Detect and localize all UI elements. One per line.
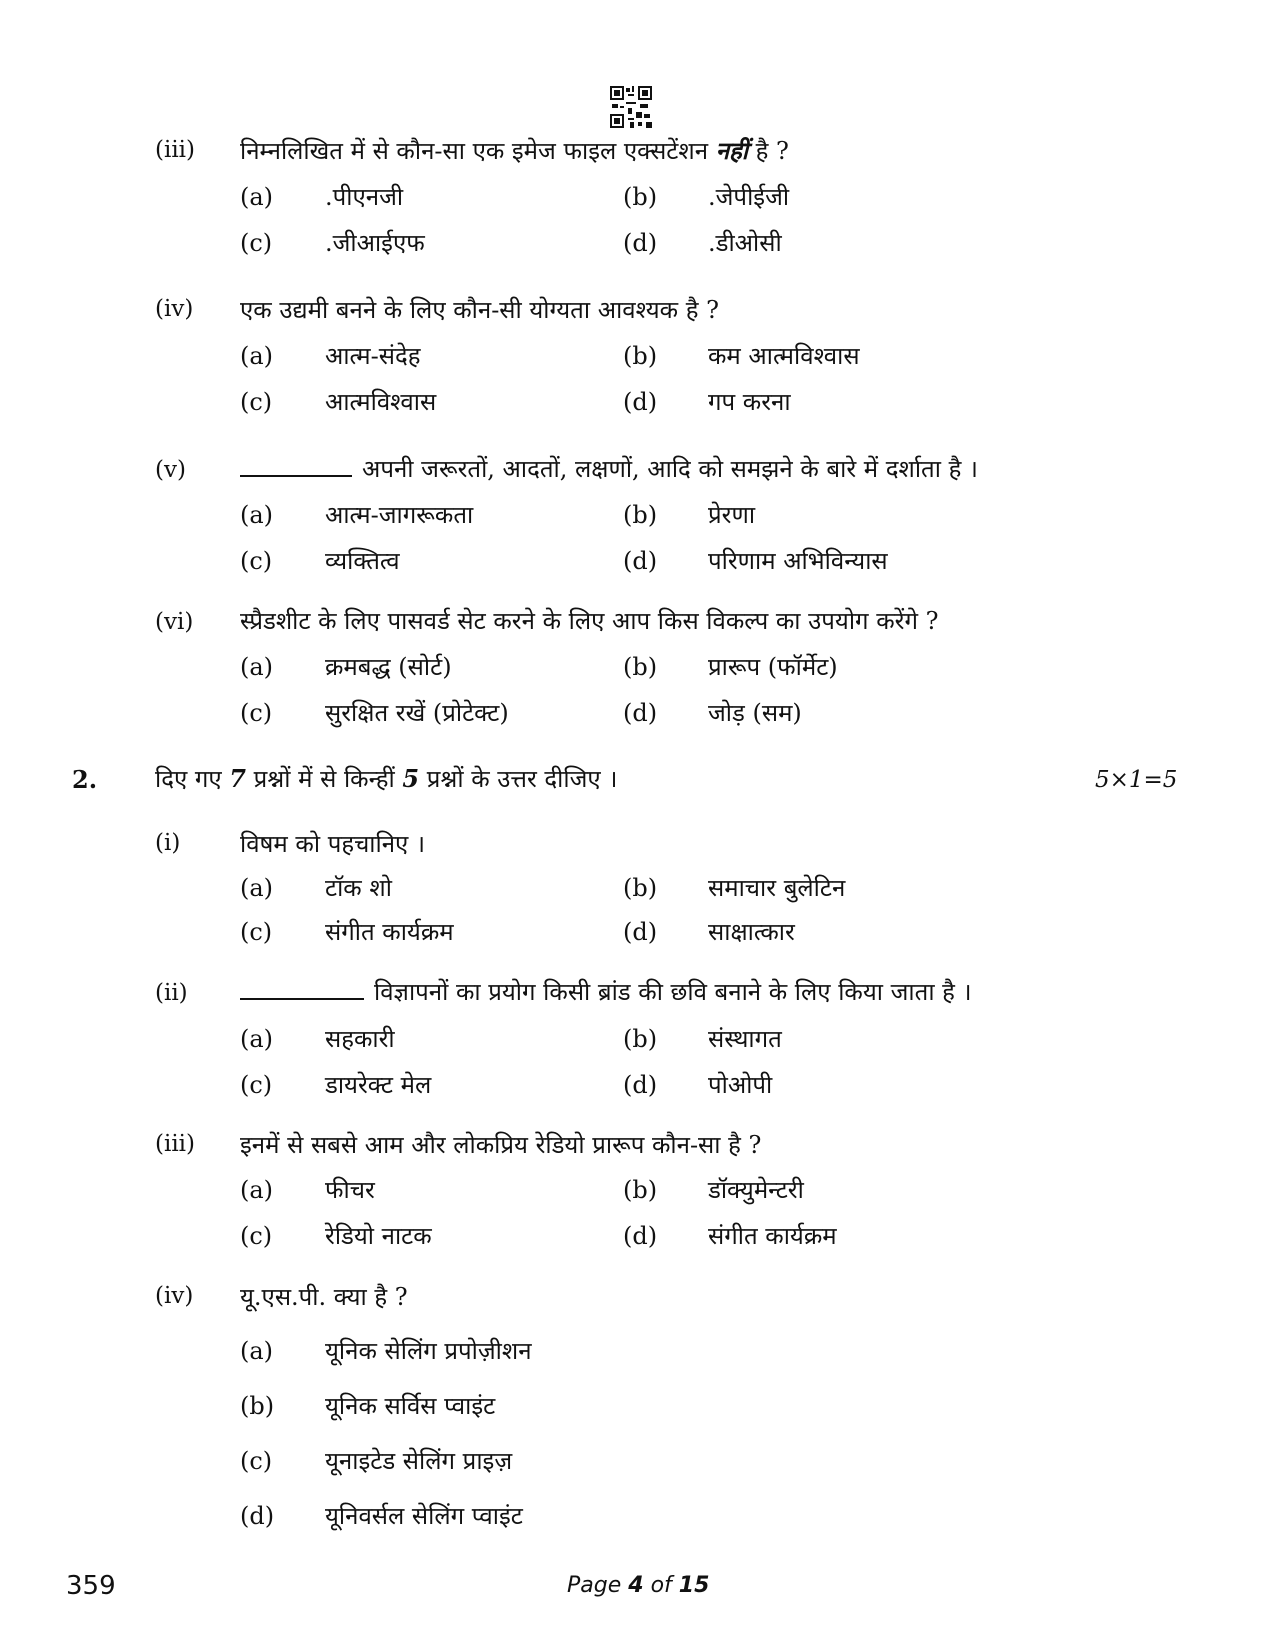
- option-label: (a): [240, 1025, 274, 1053]
- paper-code: 359: [66, 1571, 116, 1601]
- option-label: (c): [240, 229, 273, 257]
- question-number: (iv): [155, 296, 194, 322]
- option-text: .जेपीईजी: [708, 183, 790, 211]
- question-text: [240, 452, 978, 485]
- emphasis-text: नहीं: [715, 136, 748, 165]
- option-text: प्रेरणा: [708, 501, 756, 529]
- option-label: (b): [623, 653, 658, 681]
- instruction-text: दिए गए: [155, 765, 222, 793]
- option-label: (b): [623, 1025, 658, 1053]
- question-number: (i): [155, 830, 181, 856]
- question-number: 2.: [72, 765, 98, 794]
- question-number: (ii): [155, 980, 188, 1006]
- option-label: (a): [240, 653, 274, 681]
- page-word: Page: [567, 1573, 622, 1598]
- option-text: संगीत कार्यक्रम: [325, 918, 454, 946]
- option-text: टॉक शो: [325, 874, 392, 902]
- option-label: (b): [623, 183, 658, 211]
- option-text: परिणाम अभिविन्यास: [708, 547, 888, 575]
- instruction-text: प्रश्नों में से किन्हीं: [253, 765, 395, 793]
- question-count: 7: [229, 764, 246, 793]
- fill-in-blank: [240, 980, 364, 1000]
- option-label: (d): [623, 1071, 658, 1099]
- option-label: (a): [240, 501, 274, 529]
- question-number: (iii): [155, 1131, 196, 1157]
- question-text: [240, 134, 789, 167]
- option-label: (a): [240, 1176, 274, 1204]
- option-label: (d): [623, 388, 658, 416]
- option-label: (b): [240, 1392, 275, 1420]
- option-text: गप करना: [708, 388, 791, 416]
- question-text-part: विज्ञापनों का प्रयोग किसी ब्रांड की छवि बनाने के लिए किया जाता है ।: [374, 978, 972, 1006]
- fill-in-blank: [240, 457, 352, 477]
- option-text: .डीओसी: [708, 229, 782, 257]
- question-text-part: अपनी जरूरतों, आदतों, लक्षणों, आदि को समझने के बारे में दर्शाता है ।: [362, 455, 979, 483]
- option-label: (a): [240, 1337, 274, 1365]
- option-text: सुरक्षित रखें (प्रोटेक्ट): [325, 699, 509, 727]
- option-label: (a): [240, 874, 274, 902]
- option-text: यूनिक सेलिंग प्रपोज़ीशन: [325, 1337, 532, 1365]
- option-text: आत्म-जागरूकता: [325, 501, 474, 529]
- option-text: रेडियो नाटक: [325, 1222, 432, 1250]
- instruction-text: प्रश्नों के उत्तर दीजिए ।: [426, 765, 618, 793]
- question-text: स्प्रैडशीट के लिए पासवर्ड सेट करने के लिए आप किस विकल्प का उपयोग करेंगे ?: [240, 607, 939, 635]
- option-text: यूनिक सर्विस प्वाइंट: [325, 1392, 496, 1420]
- option-label: (b): [623, 1176, 658, 1204]
- option-label: (c): [240, 388, 273, 416]
- option-label: (d): [623, 547, 658, 575]
- page-indicator: [567, 1573, 709, 1598]
- question-instruction: [155, 762, 617, 795]
- option-label: (c): [240, 547, 273, 575]
- option-text: डॉक्युमेन्टरी: [708, 1176, 804, 1204]
- option-text: संगीत कार्यक्रम: [708, 1222, 837, 1250]
- option-label: (a): [240, 183, 274, 211]
- option-label: (c): [240, 1222, 273, 1250]
- option-label: (c): [240, 1071, 273, 1099]
- option-label: (d): [623, 699, 658, 727]
- question-number: (vi): [155, 609, 194, 635]
- page-number: 4: [628, 1573, 644, 1598]
- question-text: यू.एस.पी. क्या है ?: [240, 1283, 408, 1311]
- option-label: (d): [623, 229, 658, 257]
- option-text: संस्थागत: [708, 1025, 782, 1053]
- option-label: (c): [240, 699, 273, 727]
- question-text: विषम को पहचानिए ।: [240, 830, 426, 858]
- option-label: (d): [240, 1502, 275, 1530]
- question-number: (iii): [155, 137, 196, 163]
- option-label: (c): [240, 1447, 273, 1475]
- option-label: (b): [623, 874, 658, 902]
- of-word: of: [650, 1573, 672, 1598]
- option-text: यूनाइटेड सेलिंग प्राइज़: [325, 1447, 513, 1475]
- question-text-part: है ?: [755, 137, 789, 165]
- option-label: (d): [623, 918, 658, 946]
- option-label: (b): [623, 501, 658, 529]
- page-total: 15: [678, 1573, 710, 1598]
- option-text: साक्षात्कार: [708, 918, 795, 946]
- option-label: (d): [623, 1222, 658, 1250]
- option-text: व्यक्तित्व: [325, 547, 400, 575]
- option-text: प्रारूप (फॉर्मेट): [708, 653, 838, 681]
- question-text: [240, 975, 972, 1008]
- option-text: डायरेक्ट मेल: [325, 1071, 432, 1099]
- option-text: फीचर: [325, 1176, 375, 1204]
- option-text: यूनिवर्सल सेलिंग प्वाइंट: [325, 1502, 523, 1530]
- option-text: .जीआईएफ: [325, 229, 425, 257]
- question-text: एक उद्यमी बनने के लिए कौन-सी योग्यता आवश्यक है ?: [240, 296, 719, 324]
- option-text: .पीएनजी: [325, 183, 404, 211]
- question-text-part: निम्नलिखित में से कौन-सा एक इमेज फाइल एक्सटेंशन: [240, 137, 709, 165]
- option-text: क्रमबद्ध (सोर्ट): [325, 653, 452, 681]
- question-number: (iv): [155, 1283, 194, 1309]
- question-number: (v): [155, 457, 186, 483]
- marks-allocation: 5×1=5: [1095, 767, 1178, 793]
- option-label: (a): [240, 342, 274, 370]
- qr-code: [610, 86, 652, 128]
- option-text: पोओपी: [708, 1071, 773, 1099]
- option-text: समाचार बुलेटिन: [708, 874, 846, 902]
- option-text: कम आत्मविश्वास: [708, 342, 860, 370]
- question-text: इनमें से सबसे आम और लोकप्रिय रेडियो प्रारूप कौन-सा है ?: [240, 1131, 762, 1159]
- option-text: सहकारी: [325, 1025, 395, 1053]
- option-text: आत्म-संदेह: [325, 342, 421, 370]
- option-label: (c): [240, 918, 273, 946]
- option-text: जोड़ (सम): [708, 699, 802, 727]
- answer-count: 5: [402, 764, 420, 793]
- option-label: (b): [623, 342, 658, 370]
- option-text: आत्मविश्वास: [325, 388, 437, 416]
